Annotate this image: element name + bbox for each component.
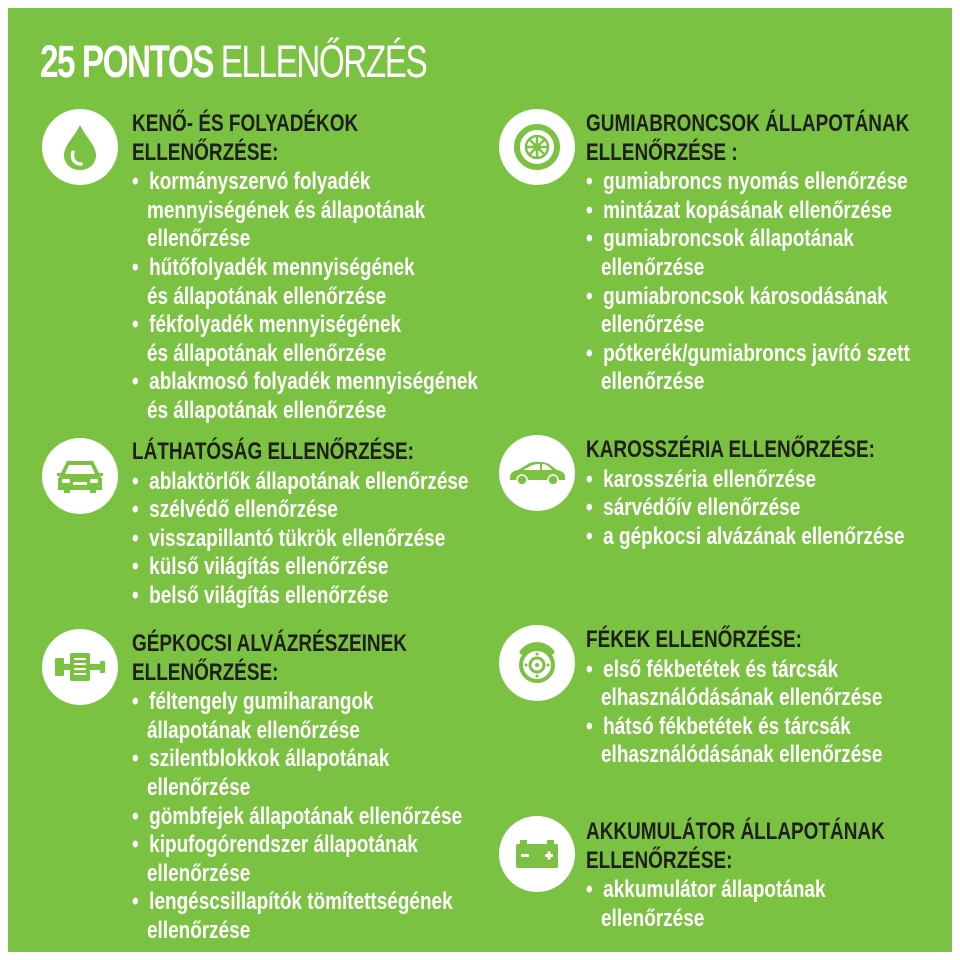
tire-icon	[499, 109, 575, 185]
list-item: • karosszéria ellenőrzése	[586, 466, 952, 495]
list-item: • gumiabroncsok állapotának ellenőrzése	[586, 225, 952, 282]
exhaust-pipe-icon	[42, 629, 118, 705]
list-item: • sárvédőív ellenőrzése	[586, 494, 952, 523]
list-item: • gumiabroncs nyomás ellenőrzése	[586, 168, 952, 197]
list-item: • lengéscsillapítók tömítettségének ellenőrzése	[132, 888, 589, 945]
section-body-text	[586, 436, 952, 551]
list-item: • fékfolyadék mennyiségének és állapotának ellenőrzése	[132, 311, 589, 368]
list-item: • kipufogórendszer állapotának ellenőrzése	[132, 831, 589, 888]
list-item: • mintázat kopásának ellenőrzése	[586, 197, 952, 226]
list-item: • hűtőfolyadék mennyiségének és állapotának ellenőrzése	[132, 254, 589, 311]
list-item: • gumiabroncsok károsodásának ellenőrzése	[586, 283, 952, 340]
list-item: • szilentblokkok állapotának ellenőrzése	[132, 745, 589, 802]
page-title-bold: 25 PONTOS	[40, 36, 213, 87]
car-side-icon	[499, 435, 575, 511]
section-tires-text	[586, 110, 952, 397]
list-item: • féltengely gumiharangok állapotának ellenőrzése	[132, 688, 589, 745]
section-heading: LÁTHATÓSÁG ELLENŐRZÉSE:	[132, 438, 414, 465]
section-brakes-text	[586, 626, 952, 770]
section-heading: FÉKEK ELLENŐRZÉSE:	[586, 626, 802, 653]
fluid-drop-icon	[42, 109, 118, 185]
list-item: • ablakmosó folyadék mennyiségének és állapotának ellenőrzése	[132, 368, 589, 425]
battery-icon	[499, 816, 575, 892]
section-heading: AKKUMULÁTOR ÁLLAPOTÁNAK ELLENŐRZÉSE:	[586, 818, 885, 874]
list-item: • külső világítás ellenőrzése	[132, 553, 589, 582]
checklist-poster	[8, 8, 952, 952]
list-item: • gömbfejek állapotának ellenőrzése	[132, 803, 589, 832]
list-item: • pótkerék/gumiabroncs javító szett ellenőrzése	[586, 340, 952, 397]
list-item: • belső világítás ellenőrzése	[132, 582, 589, 611]
section-heading: KAROSSZÉRIA ELLENŐRZÉSE:	[586, 436, 875, 463]
list-item: • hátsó fékbetétek és tárcsák elhasználódásának ellenőrzése	[586, 713, 952, 770]
list-item: • akkumulátor állapotának ellenőrzése	[586, 876, 952, 933]
section-battery-text	[586, 818, 952, 933]
list-item: • szélvédő ellenőrzése	[132, 496, 589, 525]
car-front-icon	[42, 438, 118, 514]
section-heading: GÉPKOCSI ALVÁZRÉSZEINEK ELLENŐRZÉSE:	[132, 630, 407, 686]
list-item: • ablaktörlők állapotának ellenőrzése	[132, 468, 589, 497]
list-item: • kormányszervó folyadék mennyiségének és állapotának ellenőrzése	[132, 168, 589, 254]
section-heading: GUMIABRONCSOK ÁLLAPOTÁNAK ELLENŐRZÉSE :	[586, 110, 910, 166]
page-title-light: ELLENŐRZÉS	[220, 36, 427, 87]
list-item: • visszapillantó tükrök ellenőrzése	[132, 525, 589, 554]
page-title	[40, 36, 426, 88]
section-heading: KENŐ- ÉS FOLYADÉKOK ELLENŐRZÉSE:	[132, 110, 359, 166]
list-item: • első fékbetétek és tárcsák elhasználódásának ellenőrzése	[586, 656, 952, 713]
brake-disc-icon	[499, 625, 575, 701]
list-item: • a gépkocsi alvázának ellenőrzése	[586, 523, 952, 552]
